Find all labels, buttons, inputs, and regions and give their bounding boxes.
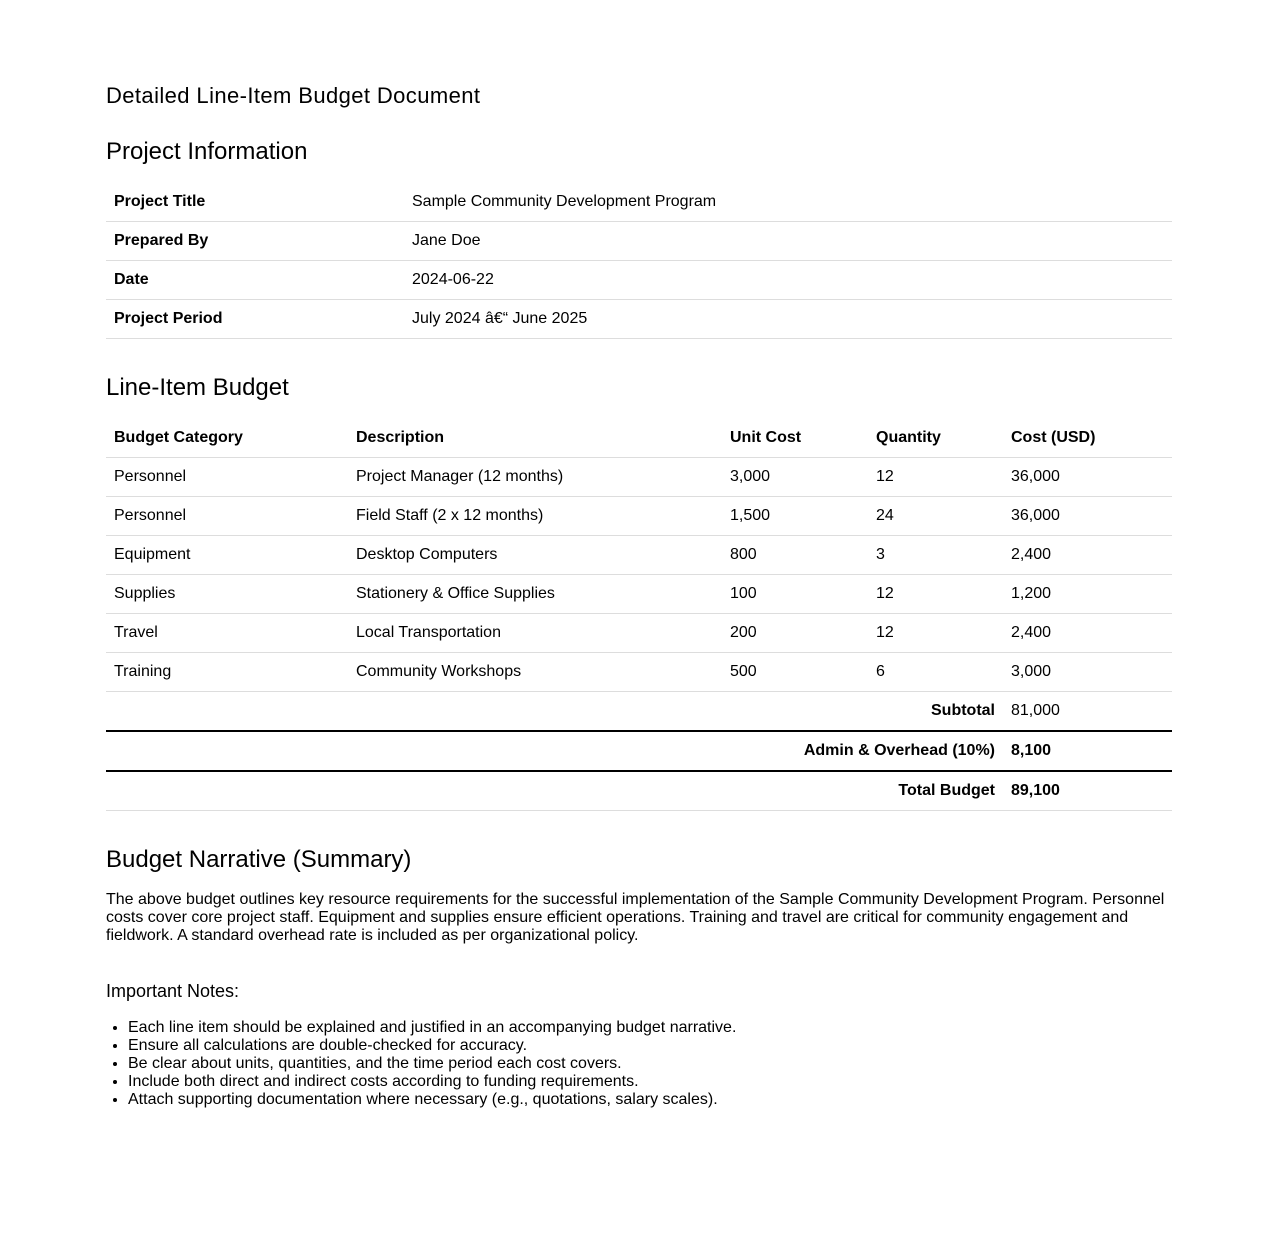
- cell-description: Local Transportation: [348, 614, 722, 653]
- line-item-budget-heading: Line-Item Budget: [106, 374, 289, 401]
- table-row: [106, 458, 1172, 497]
- cell-description: Community Workshops: [348, 653, 722, 692]
- cell-quantity: 3: [868, 536, 1003, 575]
- document-title: Detailed Line-Item Budget Document: [106, 83, 481, 108]
- important-notes-heading: Important Notes:: [106, 981, 240, 1001]
- cell-description: Project Manager (12 months): [348, 458, 722, 497]
- project-info-label: Project Period: [106, 300, 404, 339]
- cell-unit-cost: 800: [722, 536, 868, 575]
- cell-category: Personnel: [106, 458, 348, 497]
- project-info-value: Jane Doe: [404, 222, 1172, 261]
- cell-cost: 2,400: [1003, 614, 1172, 653]
- column-header-unit-cost: Unit Cost: [722, 419, 868, 458]
- list-item: • Include both direct and indirect costs according to funding requirements.: [128, 1073, 736, 1091]
- cell-quantity: 24: [868, 497, 1003, 536]
- overhead-label: Admin & Overhead (10%): [106, 731, 1003, 771]
- cell-description: Field Staff (2 x 12 months): [348, 497, 722, 536]
- cell-unit-cost: 1,500: [722, 497, 868, 536]
- cell-cost: 36,000: [1003, 497, 1172, 536]
- cell-unit-cost: 500: [722, 653, 868, 692]
- project-info-heading: Project Information: [106, 138, 308, 165]
- column-header-category: Budget Category: [106, 419, 348, 458]
- project-info-row: [106, 261, 1172, 300]
- project-info-value: 2024-06-22: [404, 261, 1172, 300]
- subtotal-value: 81,000: [1003, 692, 1172, 732]
- project-info-value: July 2024 â€“ June 2025: [404, 300, 1172, 339]
- cell-quantity: 6: [868, 653, 1003, 692]
- total-label: Total Budget: [106, 771, 1003, 811]
- cell-cost: 2,400: [1003, 536, 1172, 575]
- project-info-label: Date: [106, 261, 404, 300]
- cell-category: Equipment: [106, 536, 348, 575]
- important-notes-list: [106, 1019, 736, 1109]
- project-info-row: [106, 183, 1172, 222]
- table-row: [106, 653, 1172, 692]
- list-item: • Attach supporting documentation where necessary (e.g., quotations, salary scales).: [128, 1091, 736, 1109]
- cell-unit-cost: 100: [722, 575, 868, 614]
- cell-category: Personnel: [106, 497, 348, 536]
- table-row: [106, 536, 1172, 575]
- table-row: [106, 575, 1172, 614]
- subtotal-row: [106, 692, 1172, 732]
- table-row: [106, 497, 1172, 536]
- project-info-label: Prepared By: [106, 222, 404, 261]
- project-info-value: Sample Community Development Program: [404, 183, 1172, 222]
- project-info-row: [106, 300, 1172, 339]
- cell-category: Training: [106, 653, 348, 692]
- column-header-quantity: Quantity: [868, 419, 1003, 458]
- cell-description: Stationery & Office Supplies: [348, 575, 722, 614]
- overhead-row: [106, 731, 1172, 771]
- cell-unit-cost: 3,000: [722, 458, 868, 497]
- cell-cost: 3,000: [1003, 653, 1172, 692]
- project-info-label: Project Title: [106, 183, 404, 222]
- list-item: • Ensure all calculations are double-checked for accuracy.: [128, 1037, 736, 1055]
- budget-header-row: [106, 419, 1172, 458]
- list-item: • Each line item should be explained and justified in an accompanying budget narrative.: [128, 1019, 736, 1037]
- cell-cost: 36,000: [1003, 458, 1172, 497]
- cell-quantity: 12: [868, 614, 1003, 653]
- column-header-cost: Cost (USD): [1003, 419, 1172, 458]
- list-item: • Be clear about units, quantities, and the time period each cost covers.: [128, 1055, 736, 1073]
- cell-quantity: 12: [868, 575, 1003, 614]
- budget-narrative-heading: Budget Narrative (Summary): [106, 846, 412, 873]
- total-value: 89,100: [1003, 771, 1172, 811]
- project-info-table: [106, 183, 1172, 339]
- line-item-budget-table: [106, 419, 1172, 811]
- total-row: [106, 771, 1172, 811]
- table-row: [106, 614, 1172, 653]
- budget-narrative-text: The above budget outlines key resource requirements for the successful implementation of the Sample Community Development Program. Personnel costs cover core project staff. Equipment and supplies ensure efficient operations. Training and travel are critical for community engagement and fieldwork. A standard overhead rate is included as per organizational policy.: [106, 891, 1165, 944]
- cell-description: Desktop Computers: [348, 536, 722, 575]
- project-info-row: [106, 222, 1172, 261]
- subtotal-label: Subtotal: [106, 692, 1003, 732]
- cell-cost: 1,200: [1003, 575, 1172, 614]
- cell-unit-cost: 200: [722, 614, 868, 653]
- column-header-description: Description: [348, 419, 722, 458]
- overhead-value: 8,100: [1003, 731, 1172, 771]
- cell-category: Supplies: [106, 575, 348, 614]
- cell-category: Travel: [106, 614, 348, 653]
- cell-quantity: 12: [868, 458, 1003, 497]
